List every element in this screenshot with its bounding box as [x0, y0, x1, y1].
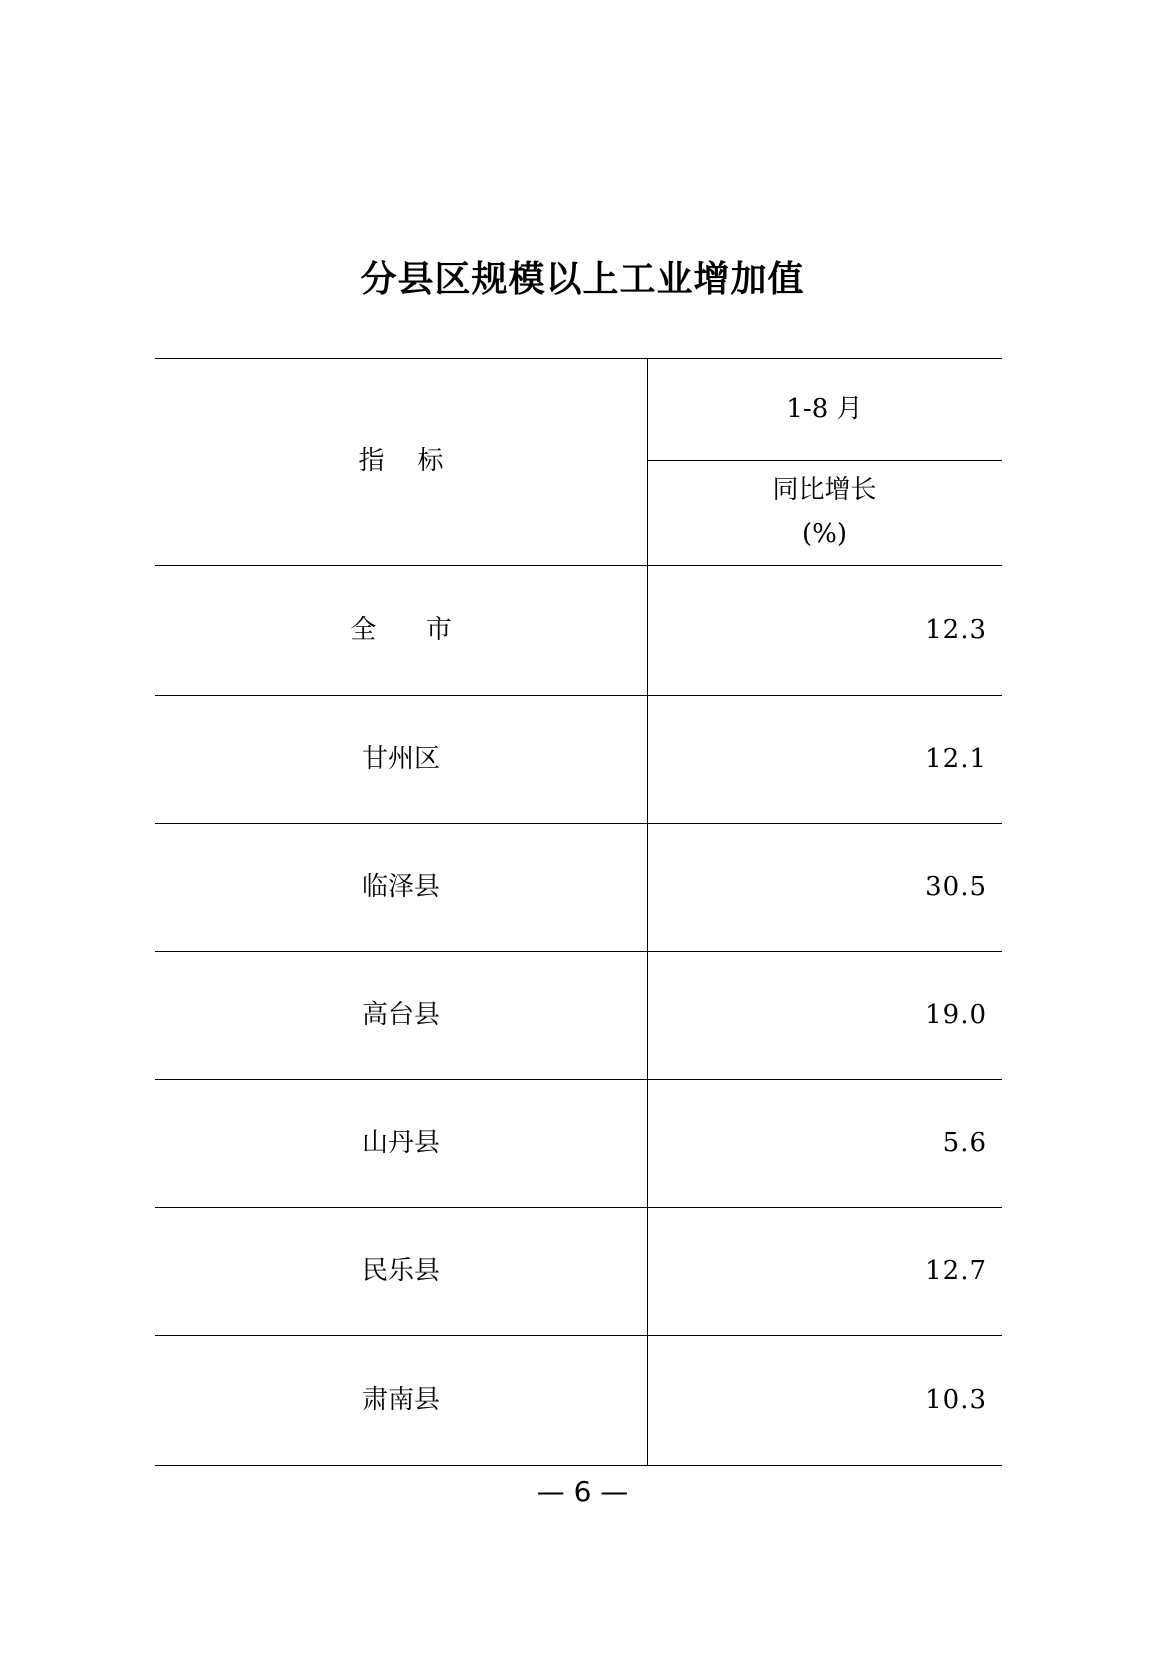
data-table	[155, 358, 1002, 1466]
row-label: 临泽县	[361, 872, 440, 902]
row-value: 12.3	[925, 615, 987, 645]
header-bottom-border	[155, 565, 1002, 566]
row-label: 全 市	[350, 615, 452, 645]
header-indicator: 指 标	[358, 446, 444, 476]
row-label: 高台县	[361, 1000, 440, 1030]
row-divider	[155, 1335, 1002, 1336]
table-bottom-border	[155, 1465, 1002, 1466]
row-value: 12.1	[925, 744, 987, 774]
row-label: 山丹县	[361, 1128, 440, 1158]
row-value: 19.0	[925, 1000, 987, 1030]
row-divider	[155, 951, 1002, 952]
row-divider	[155, 1079, 1002, 1080]
header-split-line	[647, 460, 1002, 461]
page-number: — 6 —	[536, 1475, 629, 1508]
row-value: 5.6	[942, 1128, 987, 1158]
table-top-border	[155, 358, 1002, 359]
row-divider	[155, 823, 1002, 824]
row-label: 肃南县	[361, 1385, 440, 1415]
row-divider	[155, 1207, 1002, 1208]
header-period: 1-8 月	[786, 394, 863, 424]
row-value: 10.3	[925, 1385, 987, 1415]
header-unit: (%)	[802, 519, 847, 549]
row-divider	[155, 695, 1002, 696]
row-value: 30.5	[925, 872, 987, 902]
row-label: 甘州区	[361, 744, 440, 774]
row-value: 12.7	[925, 1256, 987, 1286]
header-metric: 同比增长	[772, 475, 877, 505]
row-label: 民乐县	[361, 1256, 440, 1286]
page-title: 分县区规模以上工业增加值	[360, 259, 805, 300]
